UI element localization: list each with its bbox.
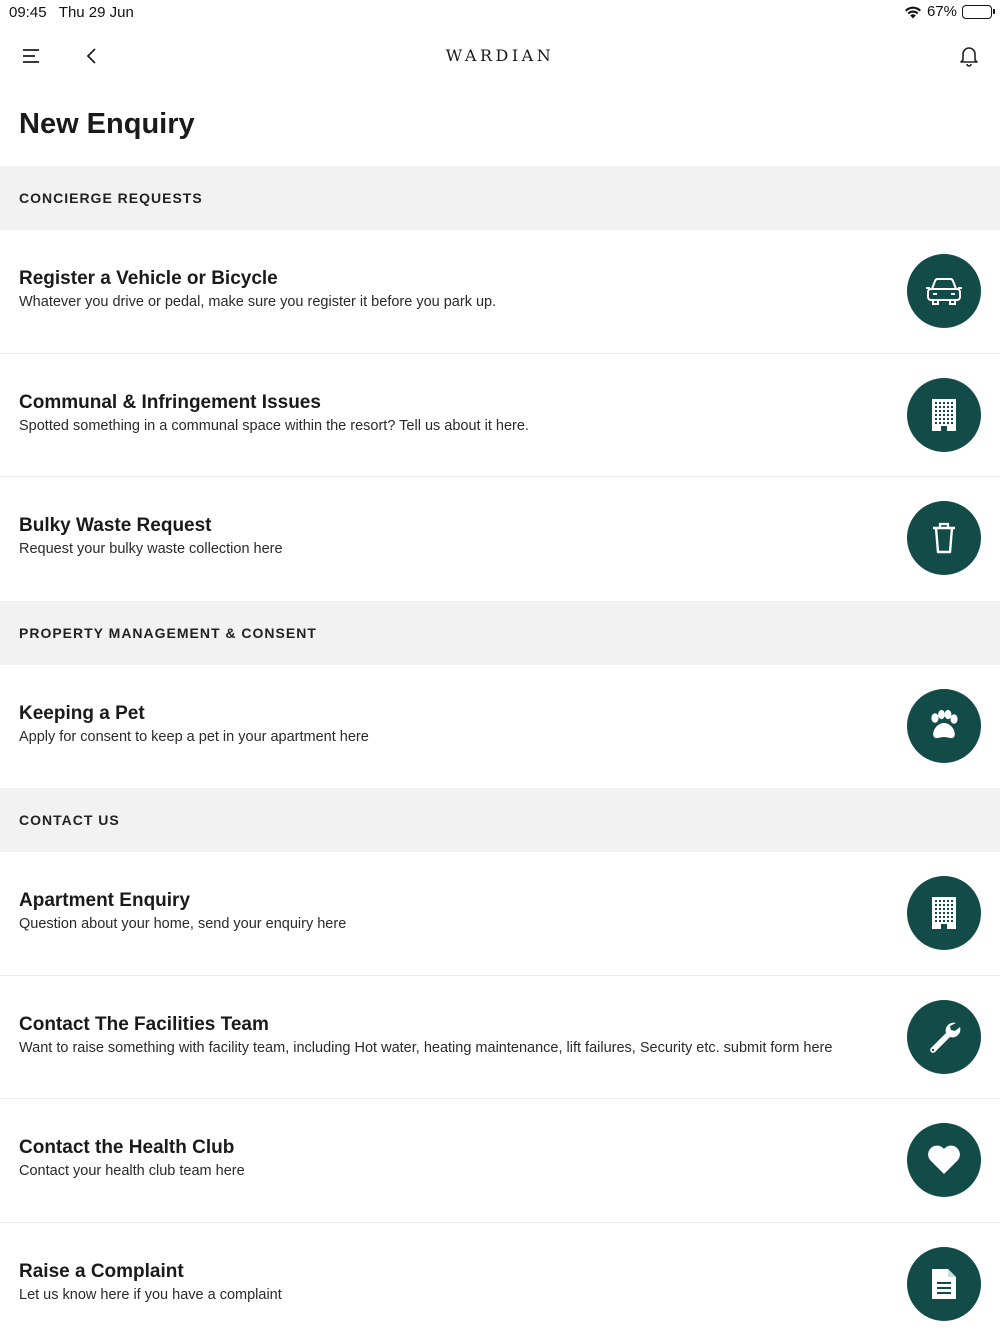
enquiry-description: Contact your health club team here [19, 1163, 245, 1179]
enquiry-description: Question about your home, send your enquiry here [19, 916, 347, 932]
status-right [904, 3, 992, 20]
enquiry-description: Apply for consent to keep a pet in your apartment here [19, 728, 369, 745]
building-icon[interactable] [907, 378, 981, 452]
status-date: Thu 29 Jun [58, 4, 134, 21]
status-bar [0, 0, 1000, 26]
bell-icon[interactable] [955, 42, 983, 70]
enquiry-item[interactable] [0, 976, 1000, 1100]
car-icon[interactable] [907, 254, 981, 328]
enquiry-item[interactable] [0, 477, 1000, 601]
document-icon[interactable] [907, 1247, 981, 1321]
enquiry-item[interactable] [0, 665, 1000, 789]
enquiry-title: Contact the Health Club [19, 1137, 235, 1158]
building-icon[interactable] [907, 876, 981, 950]
enquiry-description: Whatever you drive or pedal, make sure you register it before you park up. [19, 294, 497, 310]
status-time [9, 4, 134, 21]
enquiry-description: Let us know here if you have a complaint [19, 1286, 282, 1303]
section-header: CONTACT US [0, 788, 1000, 852]
paw-icon[interactable] [907, 689, 981, 763]
enquiry-title: Apartment Enquiry [19, 890, 191, 911]
battery-icon [962, 5, 992, 19]
enquiry-description: Want to raise something with facility team, including Hot water, heating maintenance, lift failures, Security etc. submit form here [19, 1039, 833, 1056]
trash-icon[interactable] [907, 501, 981, 575]
battery-percent: 67% [926, 3, 957, 20]
nav-bar [0, 30, 1000, 82]
heart-icon[interactable] [907, 1123, 981, 1197]
enquiry-item[interactable] [0, 230, 1000, 354]
enquiry-list [0, 166, 1000, 1334]
section-header: CONCIERGE REQUESTS [0, 166, 1000, 230]
enquiry-title: Contact The Facilities Team [19, 1013, 269, 1035]
section-header: PROPERTY MANAGEMENT & CONSENT [0, 601, 1000, 665]
enquiry-title: Register a Vehicle or Bicycle [19, 268, 278, 289]
brand-logo: WARDIAN [445, 46, 555, 65]
wrench-icon[interactable] [907, 1000, 981, 1074]
enquiry-description: Request your bulky waste collection here [19, 541, 283, 557]
enquiry-title: Keeping a Pet [19, 702, 145, 724]
enquiry-item[interactable] [0, 354, 1000, 478]
enquiry-item[interactable] [0, 1099, 1000, 1223]
enquiry-title: Bulky Waste Request [19, 515, 212, 536]
enquiry-item[interactable] [0, 1223, 1000, 1334]
enquiry-title: Raise a Complaint [19, 1260, 184, 1282]
wifi-icon [904, 5, 922, 19]
enquiry-description: Spotted something in a communal space within the resort? Tell us about it here. [19, 417, 529, 434]
status-clock: 09:45 [9, 4, 47, 21]
enquiry-title: Communal & Infringement Issues [19, 391, 321, 413]
enquiry-item[interactable] [0, 852, 1000, 976]
page-title: New Enquiry [19, 108, 195, 140]
